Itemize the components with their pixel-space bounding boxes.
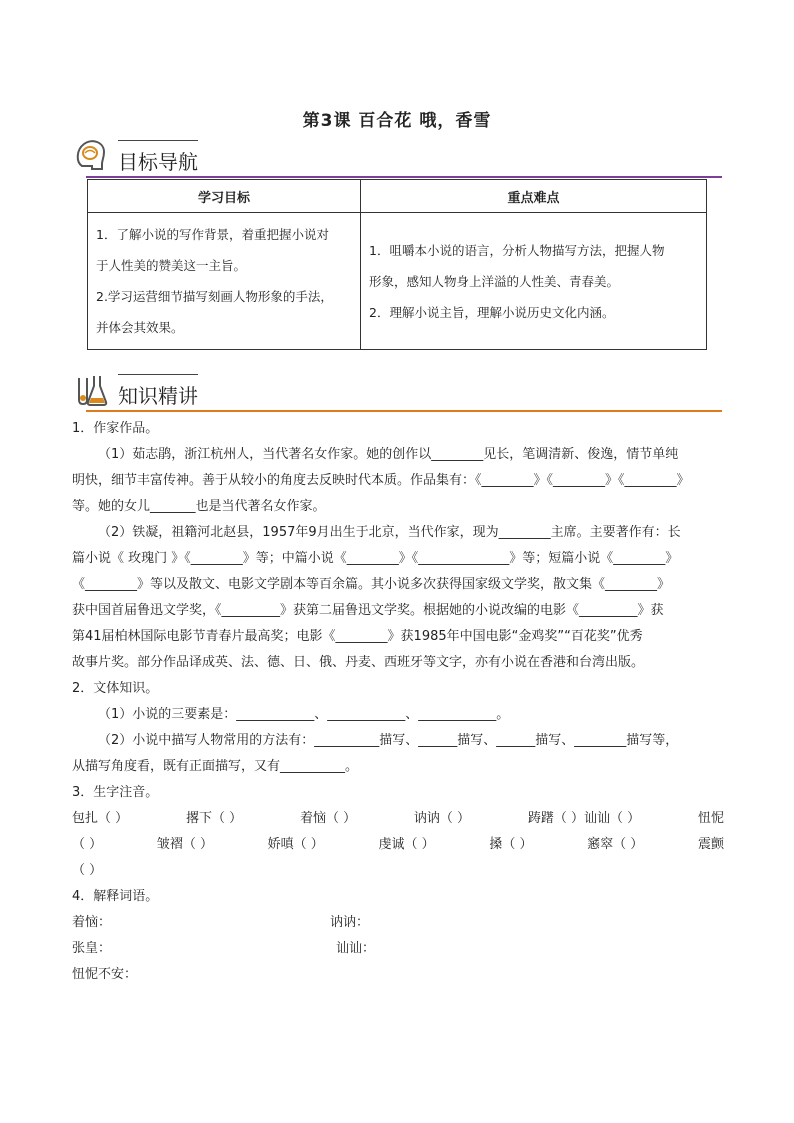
text-line: 《________》等以及散文、电影文学剧本等百余篇。其小说多次获得国家级文学奖，散文集《________》 — [72, 577, 671, 592]
text-line: 4．解释词语。 — [72, 889, 159, 904]
flask-icon — [72, 370, 110, 408]
text-line: （1）小说的三要素是：____________、____________、____________。 — [98, 707, 510, 722]
word-item: 讷讷： — [330, 915, 370, 930]
text-line: （2）小说中描写人物常用的方法有：__________描写、______描写、______描写、________描写等， — [98, 733, 679, 748]
goals-cell — [88, 213, 361, 350]
text-line: 故事片奖。部分作品译成英、法、德、日、俄、丹麦、西班牙等文字，亦有小说在香港和台湾出版。 — [72, 655, 645, 670]
word-row — [72, 910, 724, 936]
key-line: 2．理解小说主旨，理解小说历史文化内涵。 — [369, 304, 615, 320]
table-header: 学习目标 — [88, 180, 361, 213]
word-item: 讪讪： — [336, 941, 376, 956]
keys-cell — [361, 213, 707, 350]
pinyin-item: 娇嗔（ ） — [267, 837, 324, 852]
goal-line: 并体会其效果。 — [96, 320, 184, 335]
brain-icon — [72, 136, 110, 174]
table-header: 重点难点 — [361, 180, 707, 213]
text-line: 篇小说《 玫瑰门 》《________》等；中篇小说《________》《______________》等；短篇小说《________》 — [72, 551, 679, 566]
pinyin-row — [72, 806, 724, 832]
word-item: 着恼： — [72, 915, 112, 930]
text-line: （2）铁凝，祖籍河北赵县，1957年9月出生于北京，当代作家，现为________主席。主要著作有：长 — [98, 525, 681, 540]
section-title: 目标导航 — [118, 150, 198, 174]
text-line: 从描写角度看，既有正面描写，又有__________。 — [72, 759, 359, 774]
goal-line: 1．了解小说的写作背景，着重把握小说对 — [96, 227, 329, 242]
pinyin-row: （ ） — [72, 863, 103, 878]
text-line: 3．生字注音。 — [72, 785, 159, 800]
text-line: 获中国首届鲁迅文学奖，《_________》获第二届鲁迅文学奖。根据她的小说改编的电影《_________》获 — [72, 603, 664, 618]
key-line: 形象，感知人物身上洋溢的人性美、青春美。 — [369, 273, 620, 289]
text-line: 2．文体知识。 — [72, 681, 159, 696]
text-line: 明快，细节丰富传神。善于从较小的角度去反映时代本质。作品集有：《________》《________》《________》 — [72, 473, 690, 488]
pinyin-item: 包扎（ ） — [72, 811, 129, 826]
goals-table — [87, 179, 707, 350]
text-line: 等。她的女儿_______也是当代著名女作家。 — [72, 499, 326, 514]
pinyin-item: 震颤 — [697, 837, 724, 852]
pinyin-item: 撂下（ ） — [185, 811, 243, 826]
goal-line: 2.学习运营细节描写刻画人物形象的手法， — [96, 289, 333, 304]
page-title: 第3课 百合花 哦，香雪 — [302, 111, 492, 131]
pinyin-item: 皱褶（ ） — [156, 837, 213, 852]
pinyin-item: 虔诚（ ） — [378, 837, 435, 852]
word-item: 忸怩不安： — [72, 967, 138, 982]
section-title: 知识精讲 — [118, 384, 198, 408]
text-line: 第41届柏林国际电影节青春片最高奖；电影《________》获1985年中国电影“金鸡奖”“百花奖”优秀 — [72, 629, 643, 644]
word-row — [72, 936, 724, 962]
section-knowledge-header — [72, 370, 722, 412]
pinyin-item: 踌躇（ ）讪讪（ ） — [527, 811, 641, 826]
text-line: 1．作家作品。 — [72, 421, 159, 436]
section-goals-header — [72, 136, 722, 178]
pinyin-item: 讷讷（ ） — [413, 811, 471, 826]
text-line: （1）茹志鹃，浙江杭州人，当代著名女作家。她的创作以________见长，笔调清新、俊逸，情节单纯 — [98, 447, 679, 462]
goal-line: 于人性美的赞美这一主旨。 — [96, 258, 247, 273]
pinyin-item: 搡（ ） — [489, 837, 533, 852]
knowledge-body — [72, 416, 724, 988]
pinyin-item: 忸怩 — [697, 811, 724, 826]
pinyin-item: 窸窣（ ） — [587, 837, 644, 852]
pinyin-item: （ ） — [72, 837, 103, 852]
word-item: 张皇： — [72, 941, 112, 956]
pinyin-item: 着恼（ ） — [299, 811, 357, 826]
word-row — [72, 962, 724, 988]
pinyin-row — [72, 832, 724, 858]
key-line: 1．咀嚼本小说的语言，分析人物描写方法，把握人物 — [369, 242, 665, 258]
